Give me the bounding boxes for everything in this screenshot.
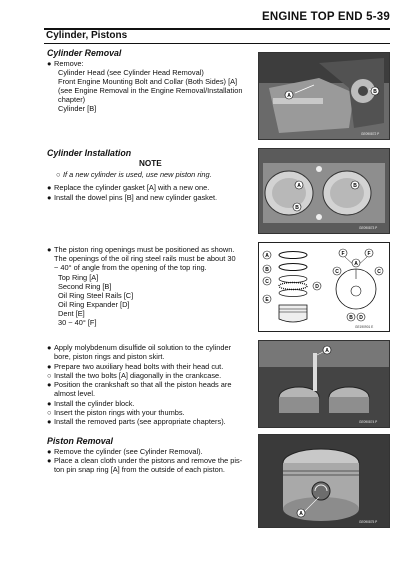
removal-line: chapter) — [58, 95, 86, 104]
bullet-mark: ● — [47, 343, 52, 352]
assembly-line: Install the removed parts (see appropriate chapters). — [54, 417, 226, 426]
callout-label: B — [353, 183, 357, 189]
bullet-mark: ● — [47, 399, 52, 408]
bullet-mark: ● — [47, 193, 52, 202]
diagram-label: F — [341, 251, 345, 257]
diagram-label: A — [354, 261, 358, 267]
bullet-mark: ● — [47, 380, 52, 389]
note-body: If a new cylinder is used, use new piston ring. — [63, 170, 212, 179]
diagram-label: C — [377, 269, 381, 275]
bullet-mark: ● — [47, 362, 52, 371]
removal-line: Remove: — [54, 59, 84, 68]
note-title: NOTE — [139, 159, 162, 168]
installation-step-text: Replace the cylinder gasket [A] with a new one. — [54, 183, 210, 192]
section-title: Cylinder, Pistons — [46, 30, 128, 41]
diagram-label: C — [265, 279, 269, 285]
callout-label: A — [299, 511, 303, 517]
note-text — [56, 170, 212, 179]
cylinder-installation-heading: Cylinder Installation — [47, 148, 132, 158]
removal-line: Cylinder [B] — [58, 104, 97, 113]
ring-bullet — [47, 245, 235, 254]
assembly-step-4 — [47, 380, 232, 389]
diagram-label: D — [315, 284, 319, 290]
photo-code: GE090874 P — [359, 420, 378, 424]
assembly-step-1 — [47, 343, 232, 352]
piston-removal-step-2 — [47, 456, 243, 465]
diagram-label: D — [359, 315, 363, 321]
diagram-code: GE190901 E — [355, 325, 374, 329]
ring-line: Second Ring [B] — [58, 282, 112, 291]
installation-step-2 — [47, 193, 218, 202]
section-title-bar — [44, 28, 390, 44]
diagram-label: B — [349, 315, 353, 321]
cylinder-removal-heading: Cylinder Removal — [47, 48, 122, 58]
assembly-line: bore, piston rings and piston skirt. — [54, 352, 165, 361]
callout-label: B — [295, 205, 299, 211]
bullet-mark: ● — [47, 59, 52, 68]
cylinder-installation-photo — [258, 148, 390, 234]
ring-line: The openings of the oil ring steel rails must be about 30 — [54, 254, 236, 263]
photo-code: GE090873 P — [359, 226, 378, 230]
page-title: ENGINE TOP END 5-39 — [262, 11, 390, 23]
removal-line: Cylinder Head (see Cylinder Head Removal) — [58, 68, 204, 77]
assembly-step-6 — [47, 408, 185, 417]
assembly-step-5 — [47, 399, 135, 408]
bullet-mark: ● — [47, 456, 52, 465]
ring-line: 30 ~ 40° [F] — [58, 318, 97, 327]
piston-snap-ring-photo — [258, 434, 390, 528]
cylinder-removal-photo — [258, 52, 390, 140]
callout-label: A — [287, 93, 291, 99]
ring-line: Oil Ring Steel Rails [C] — [58, 291, 134, 300]
removal-step-1 — [47, 59, 84, 68]
assembly-line: Prepare two auxiliary head bolts with their head cut. — [54, 362, 224, 371]
piston-removal-line: ton pin snap ring [A] from the outside of each piston. — [54, 465, 225, 474]
bullet-mark: ○ — [47, 371, 52, 380]
diagram-label: B — [265, 267, 269, 273]
photo-code: GE090872 P — [361, 132, 380, 136]
ring-line: Oil Ring Expander [D] — [58, 300, 130, 309]
assembly-line: Apply molybdenum disulfide oil solution to the cylinder — [54, 343, 232, 352]
removal-line: (see Engine Removal in the Engine Removal/Installation — [58, 86, 243, 95]
ring-line: Top Ring [A] — [58, 273, 99, 282]
diagram-label: F — [367, 251, 371, 257]
piston-removal-step-1 — [47, 447, 203, 456]
bullet-mark: ● — [47, 245, 52, 254]
assembly-line: Install the two bolts [A] diagonally in the crankcase. — [54, 371, 222, 380]
piston-removal-heading: Piston Removal — [47, 436, 113, 446]
piston-ring-diagram — [258, 242, 390, 332]
ring-line: ~ 40° of angle from the opening of the top ring. — [54, 263, 207, 272]
ring-line: Dent [E] — [58, 309, 85, 318]
piston-removal-line: Place a clean cloth under the pistons and remove the pis- — [54, 456, 243, 465]
assembly-line: almost level. — [54, 389, 96, 398]
cylinder-block-photo — [258, 340, 390, 428]
installation-step-text: Install the dowel pins [B] and new cylinder gasket. — [54, 193, 218, 202]
ring-line: The piston ring openings must be positioned as shown. — [54, 245, 235, 254]
diagram-label: E — [265, 297, 269, 303]
bullet-mark: ● — [47, 183, 52, 192]
bullet-mark: ● — [47, 417, 52, 426]
diagram-label: A — [265, 253, 269, 259]
bullet-mark: ○ — [56, 170, 61, 179]
photo-code: GE090875 P — [359, 520, 378, 524]
assembly-step-2 — [47, 362, 224, 371]
installation-step-1 — [47, 183, 210, 192]
assembly-line: Install the cylinder block. — [54, 399, 135, 408]
assembly-line: Insert the piston rings with your thumbs. — [54, 408, 185, 417]
assembly-step-3 — [47, 371, 222, 380]
assembly-line: Position the crankshaft so that all the piston heads are — [54, 380, 232, 389]
bullet-mark: ● — [47, 447, 52, 456]
assembly-step-7 — [47, 417, 226, 426]
callout-label: A — [325, 348, 329, 354]
page-header — [44, 11, 390, 28]
piston-removal-line: Remove the cylinder (see Cylinder Removal). — [54, 447, 203, 456]
callout-label: B — [373, 89, 377, 95]
removal-line: Front Engine Mounting Bolt and Collar (Both Sides) [A] — [58, 77, 238, 86]
bullet-mark: ○ — [47, 408, 52, 417]
callout-label: A — [297, 183, 301, 189]
diagram-label: C — [335, 269, 339, 275]
